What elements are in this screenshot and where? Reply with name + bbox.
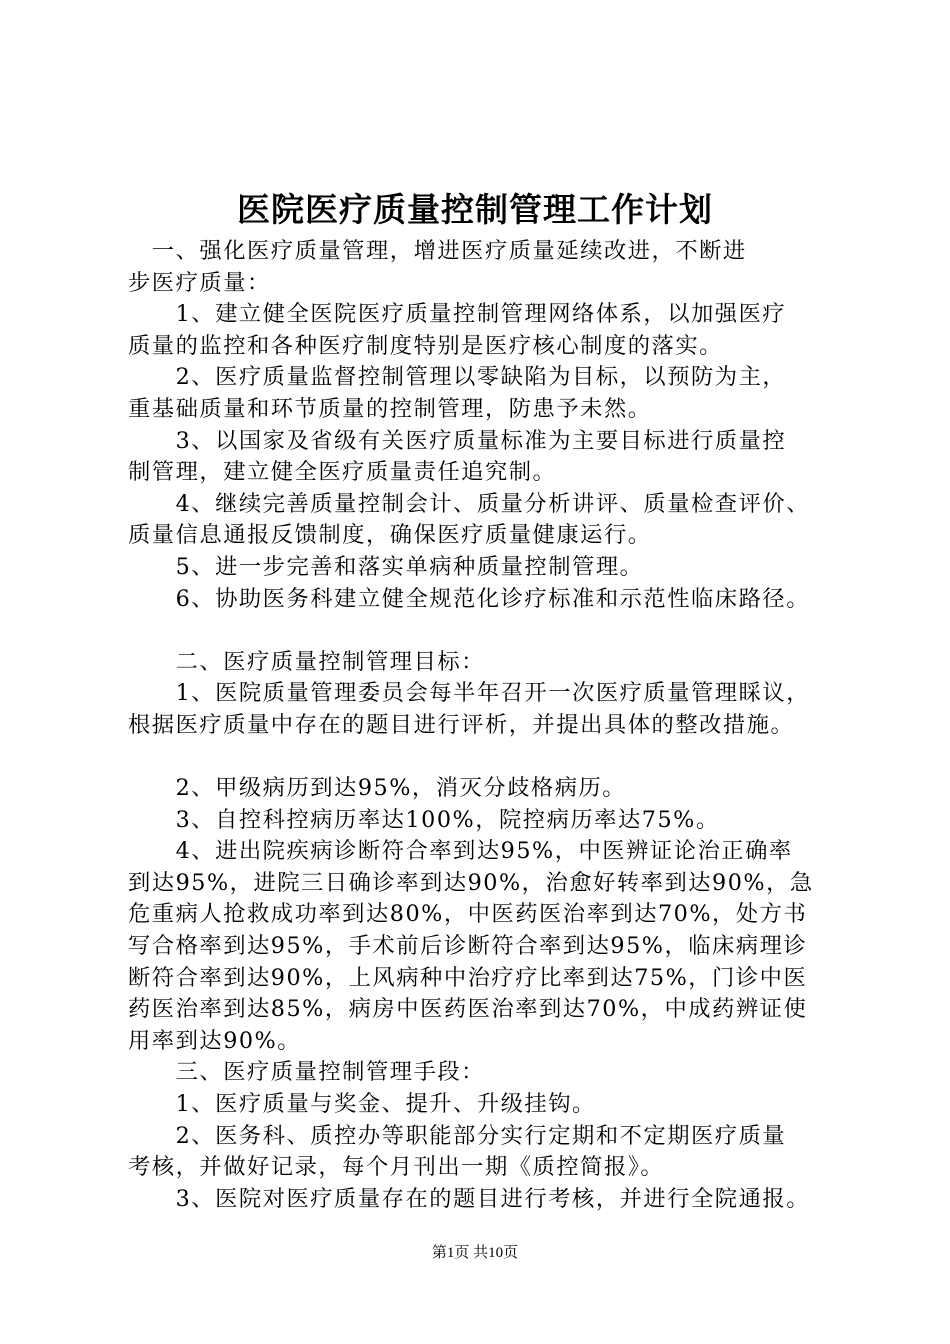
- document-title: 医院医疗质量控制管理工作计划: [237, 190, 713, 229]
- body-line: 药医治率到达85%，病房中医药医治率到达70%，中成药辨证使: [128, 996, 808, 1023]
- body-line: 3、医院对医疗质量存在的题目进行考核，并进行全院通报。: [128, 1185, 810, 1212]
- body-line: 1、医院质量管理委员会每半年召开一次医疗质量管理睬议，: [128, 680, 810, 707]
- page-footer: 第1页 共10页: [431, 1245, 519, 1261]
- body-line: 用率到达90%。: [128, 1027, 302, 1054]
- blank-line: [128, 742, 853, 774]
- body-line: 三、医疗质量控制管理手段：: [128, 1059, 485, 1086]
- body-line: 4、继续完善质量控制会计、质量分析讲评、质量检查评价、: [128, 490, 810, 517]
- body-line: 3、以国家及省级有关医疗质量标准为主要目标进行质量控: [128, 427, 787, 454]
- body-line: 写合格率到达95%，手术前后诊断符合率到达95%，临床病理诊: [128, 933, 808, 960]
- body-line: 二、医疗质量控制管理目标：: [128, 648, 485, 675]
- body-line: 2、医务科、质控办等职能部分实行定期和不定期医疗质量: [128, 1122, 787, 1149]
- blank-line: [128, 615, 853, 647]
- body-line: 根据医疗质量中存在的题目进行评析，并提出具体的整改措施。: [128, 711, 795, 738]
- body-line: 1、建立健全医院医疗质量控制管理网络体系，以加强医疗: [128, 301, 787, 328]
- document-body: [128, 236, 853, 1215]
- body-line: 重基础质量和环节质量的控制管理，防患予未然。: [128, 395, 652, 422]
- body-line: 步医疗质量：: [128, 269, 271, 296]
- body-line: 4、进出院疾病诊断符合率到达95%，中医辨证论治正确率: [128, 838, 793, 865]
- body-line: 2、甲级病历到达95%，消灭分歧格病历。: [128, 775, 627, 802]
- body-line: 质量的监控和各种医疗制度特别是医疗核心制度的落实。: [128, 332, 723, 359]
- body-line: 5、进一步完善和落实单病种质量控制管理。: [128, 553, 644, 580]
- body-line: 3、自控科控病历率达100%，院控病历率达75%。: [128, 806, 720, 833]
- body-line: 质量信息通报反馈制度，确保医疗质量健康运行。: [128, 522, 652, 549]
- body-line: 6、协助医务科建立健全规范化诊疗标准和示范性临床路径。: [128, 585, 810, 612]
- body-line: 1、医疗质量与奖金、提升、升级挂钩。: [128, 1091, 596, 1118]
- body-line: 断符合率到达90%，上风病种中治疗疗比率到达75%，门诊中医: [128, 964, 808, 991]
- body-line: 制管理，建立健全医疗质量责任追究制。: [128, 459, 557, 486]
- body-line: 一、强化医疗质量管理，增进医疗质量延续改进，不断进: [128, 238, 747, 264]
- body-line: 到达95%，进院三日确诊率到达90%，治愈好转率到达90%，急: [128, 869, 814, 896]
- body-line: 考核，并做好记录，每个月刊出一期《质控简报》。: [128, 1154, 665, 1181]
- body-line: 危重病人抢救成功率到达80%，中医药医治率到达70%，处方书: [128, 901, 808, 928]
- body-line: 2、医疗质量监督控制管理以零缺陷为目标，以预防为主，: [128, 364, 787, 391]
